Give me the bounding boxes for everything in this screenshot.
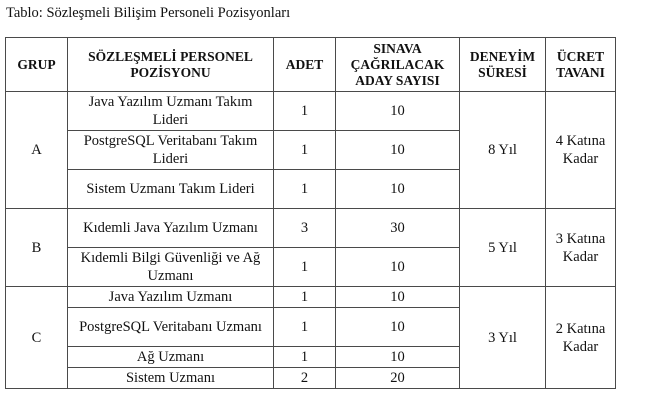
- header-salary-cap: ÜCRET TAVANI: [546, 38, 616, 92]
- candidates-cell: 10: [336, 347, 460, 368]
- candidates-cell: 10: [336, 92, 460, 131]
- count-cell: 1: [274, 287, 336, 308]
- candidates-cell: 10: [336, 248, 460, 287]
- group-cell: A: [6, 92, 68, 209]
- header-position: SÖZLEŞMELİ PERSONEL POZİSYONU: [68, 38, 274, 92]
- position-cell: Java Yazılım Uzmanı Takım Lideri: [68, 92, 274, 131]
- experience-cell: 3 Yıl: [460, 287, 546, 389]
- salary-cap-cell: 3 Katına Kadar: [546, 209, 616, 287]
- position-cell: Sistem Uzmanı Takım Lideri: [68, 170, 274, 209]
- candidates-cell: 10: [336, 170, 460, 209]
- group-cell: B: [6, 209, 68, 287]
- header-row: [6, 38, 616, 92]
- count-cell: 1: [274, 248, 336, 287]
- position-cell: Kıdemli Java Yazılım Uzmanı: [68, 209, 274, 248]
- table-row: [6, 92, 616, 131]
- group-cell: C: [6, 287, 68, 389]
- table-row: [6, 287, 616, 308]
- header-count: ADET: [274, 38, 336, 92]
- count-cell: 3: [274, 209, 336, 248]
- position-cell: Java Yazılım Uzmanı: [68, 287, 274, 308]
- candidates-cell: 10: [336, 308, 460, 347]
- salary-cap-cell: 4 Katına Kadar: [546, 92, 616, 209]
- position-cell: PostgreSQL Veritabanı Uzmanı: [68, 308, 274, 347]
- table-caption: Tablo: Sözleşmeli Bilişim Personeli Pozisyonları: [6, 5, 291, 21]
- experience-cell: 5 Yıl: [460, 209, 546, 287]
- header-experience: DENEYİM SÜRESİ: [460, 38, 546, 92]
- table-row: [6, 209, 616, 248]
- position-cell: Sistem Uzmanı: [68, 368, 274, 389]
- count-cell: 1: [274, 347, 336, 368]
- positions-table: [5, 37, 616, 389]
- header-candidates: SINAVA ÇAĞRILACAK ADAY SAYISI: [336, 38, 460, 92]
- count-cell: 2: [274, 368, 336, 389]
- position-cell: Kıdemli Bilgi Güvenliği ve Ağ Uzmanı: [68, 248, 274, 287]
- candidates-cell: 20: [336, 368, 460, 389]
- count-cell: 1: [274, 170, 336, 209]
- header-group: GRUP: [6, 38, 68, 92]
- experience-cell: 8 Yıl: [460, 92, 546, 209]
- candidates-cell: 10: [336, 131, 460, 170]
- salary-cap-cell: 2 Katına Kadar: [546, 287, 616, 389]
- count-cell: 1: [274, 308, 336, 347]
- candidates-cell: 10: [336, 287, 460, 308]
- position-cell: PostgreSQL Veritabanı Takım Lideri: [68, 131, 274, 170]
- candidates-cell: 30: [336, 209, 460, 248]
- count-cell: 1: [274, 131, 336, 170]
- count-cell: 1: [274, 92, 336, 131]
- position-cell: Ağ Uzmanı: [68, 347, 274, 368]
